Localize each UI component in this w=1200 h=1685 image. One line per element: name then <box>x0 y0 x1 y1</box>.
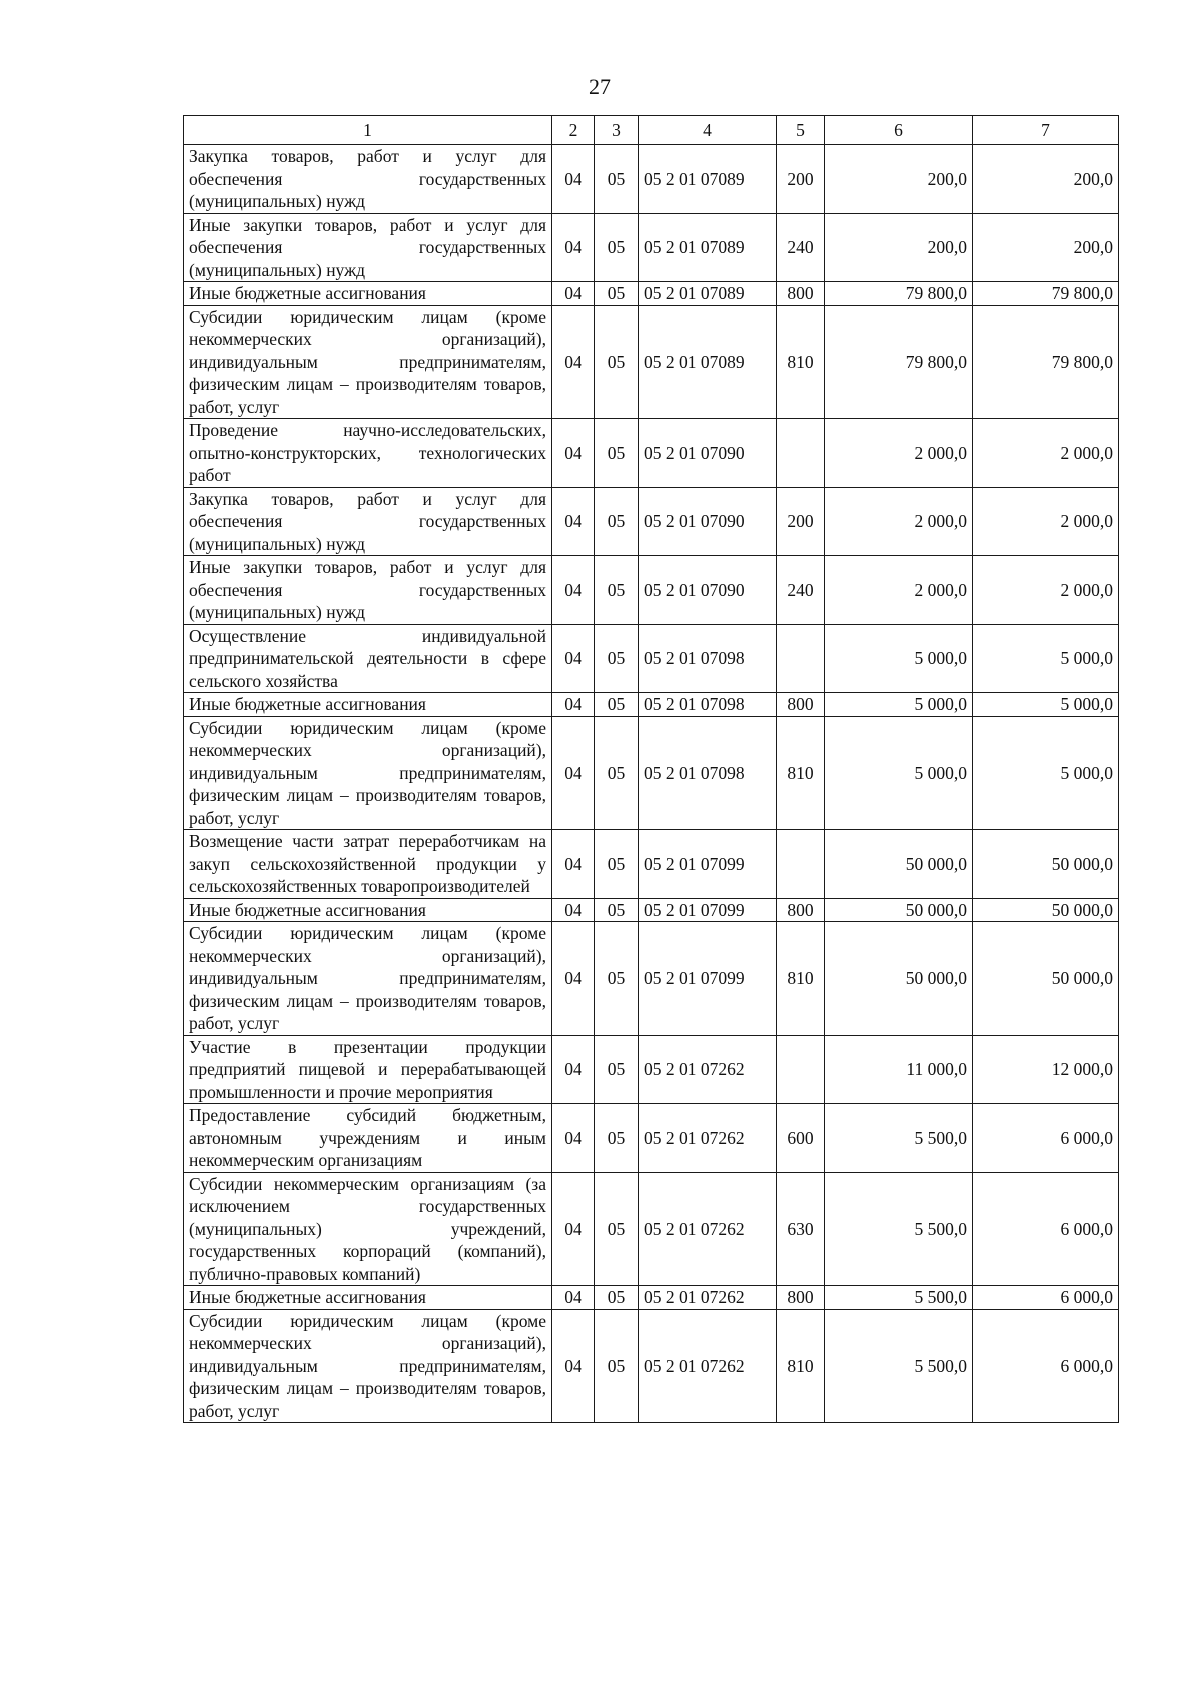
table-row <box>184 145 1119 214</box>
cell-target-code: 05 2 01 07090 <box>639 556 777 625</box>
cell-subsection: 05 <box>595 145 639 214</box>
cell-expense-type <box>777 1035 825 1104</box>
cell-target-code: 05 2 01 07089 <box>639 145 777 214</box>
cell-subsection: 05 <box>595 1172 639 1286</box>
table-row <box>184 305 1119 419</box>
cell-section: 04 <box>552 922 595 1036</box>
table-row <box>184 1286 1119 1310</box>
cell-section: 04 <box>552 1172 595 1286</box>
cell-target-code: 05 2 01 07089 <box>639 213 777 282</box>
cell-section: 04 <box>552 716 595 830</box>
cell-description: Иные закупки товаров, работ и услуг для обеспечения государственных (муниципальных) нужд <box>184 213 552 282</box>
table-header-row <box>184 116 1119 145</box>
cell-target-code: 05 2 01 07262 <box>639 1035 777 1104</box>
cell-target-code: 05 2 01 07099 <box>639 922 777 1036</box>
cell-description: Иные закупки товаров, работ и услуг для обеспечения государственных (муниципальных) нужд <box>184 556 552 625</box>
cell-amount-year-1: 200,0 <box>825 145 973 214</box>
cell-amount-year-1: 50 000,0 <box>825 830 973 899</box>
table-body <box>184 145 1119 1423</box>
cell-amount-year-1: 5 500,0 <box>825 1172 973 1286</box>
column-header-5: 5 <box>777 116 825 145</box>
cell-section: 04 <box>552 1286 595 1310</box>
page-number: 27 <box>589 74 611 99</box>
cell-subsection: 05 <box>595 305 639 419</box>
cell-amount-year-1: 200,0 <box>825 213 973 282</box>
cell-expense-type: 240 <box>777 556 825 625</box>
cell-expense-type: 800 <box>777 898 825 922</box>
cell-target-code: 05 2 01 07098 <box>639 716 777 830</box>
cell-subsection: 05 <box>595 624 639 693</box>
cell-section: 04 <box>552 693 595 717</box>
cell-description: Субсидии юридическим лицам (кроме некоммерческих организаций), индивидуальным предпринимателям, физическим лицам – производителям товаров, работ, услуг <box>184 716 552 830</box>
cell-amount-year-1: 79 800,0 <box>825 282 973 306</box>
cell-subsection: 05 <box>595 898 639 922</box>
cell-amount-year-2: 12 000,0 <box>973 1035 1119 1104</box>
cell-description: Иные бюджетные ассигнования <box>184 693 552 717</box>
cell-section: 04 <box>552 419 595 488</box>
cell-section: 04 <box>552 1309 595 1423</box>
cell-amount-year-1: 5 500,0 <box>825 1286 973 1310</box>
column-header-1: 1 <box>184 116 552 145</box>
cell-target-code: 05 2 01 07089 <box>639 282 777 306</box>
cell-amount-year-2: 200,0 <box>973 145 1119 214</box>
cell-target-code: 05 2 01 07090 <box>639 487 777 556</box>
column-header-2: 2 <box>552 116 595 145</box>
cell-subsection: 05 <box>595 282 639 306</box>
cell-amount-year-1: 5 000,0 <box>825 716 973 830</box>
cell-section: 04 <box>552 898 595 922</box>
cell-description: Осуществление индивидуальной предпринимательской деятельности в сфере сельского хозяйства <box>184 624 552 693</box>
cell-amount-year-2: 79 800,0 <box>973 282 1119 306</box>
cell-subsection: 05 <box>595 1286 639 1310</box>
budget-table <box>183 115 1119 1423</box>
cell-subsection: 05 <box>595 213 639 282</box>
cell-description: Иные бюджетные ассигнования <box>184 898 552 922</box>
cell-amount-year-2: 79 800,0 <box>973 305 1119 419</box>
cell-expense-type <box>777 830 825 899</box>
table-row <box>184 1104 1119 1173</box>
cell-expense-type: 630 <box>777 1172 825 1286</box>
table-row <box>184 624 1119 693</box>
cell-amount-year-2: 6 000,0 <box>973 1104 1119 1173</box>
cell-target-code: 05 2 01 07089 <box>639 305 777 419</box>
cell-description: Иные бюджетные ассигнования <box>184 1286 552 1310</box>
cell-subsection: 05 <box>595 487 639 556</box>
cell-description: Проведение научно-исследовательских, опытно-конструкторских, технологических работ <box>184 419 552 488</box>
cell-target-code: 05 2 01 07099 <box>639 830 777 899</box>
cell-target-code: 05 2 01 07099 <box>639 898 777 922</box>
cell-description: Иные бюджетные ассигнования <box>184 282 552 306</box>
cell-target-code: 05 2 01 07098 <box>639 693 777 717</box>
cell-description: Закупка товаров, работ и услуг для обеспечения государственных (муниципальных) нужд <box>184 487 552 556</box>
cell-expense-type: 200 <box>777 487 825 556</box>
cell-amount-year-2: 5 000,0 <box>973 693 1119 717</box>
table-row <box>184 1035 1119 1104</box>
cell-amount-year-1: 50 000,0 <box>825 922 973 1036</box>
cell-section: 04 <box>552 830 595 899</box>
cell-section: 04 <box>552 213 595 282</box>
cell-amount-year-1: 2 000,0 <box>825 556 973 625</box>
cell-section: 04 <box>552 282 595 306</box>
cell-amount-year-2: 5 000,0 <box>973 624 1119 693</box>
table-row <box>184 556 1119 625</box>
cell-amount-year-1: 2 000,0 <box>825 419 973 488</box>
cell-target-code: 05 2 01 07262 <box>639 1286 777 1310</box>
cell-subsection: 05 <box>595 716 639 830</box>
cell-target-code: 05 2 01 07090 <box>639 419 777 488</box>
cell-section: 04 <box>552 1104 595 1173</box>
column-header-4: 4 <box>639 116 777 145</box>
cell-subsection: 05 <box>595 1035 639 1104</box>
cell-amount-year-1: 5 000,0 <box>825 693 973 717</box>
cell-section: 04 <box>552 305 595 419</box>
cell-subsection: 05 <box>595 556 639 625</box>
cell-target-code: 05 2 01 07262 <box>639 1172 777 1286</box>
cell-description: Закупка товаров, работ и услуг для обеспечения государственных (муниципальных) нужд <box>184 145 552 214</box>
cell-amount-year-1: 50 000,0 <box>825 898 973 922</box>
cell-amount-year-2: 6 000,0 <box>973 1286 1119 1310</box>
cell-amount-year-1: 79 800,0 <box>825 305 973 419</box>
column-header-3: 3 <box>595 116 639 145</box>
cell-subsection: 05 <box>595 693 639 717</box>
table-row <box>184 282 1119 306</box>
cell-expense-type <box>777 419 825 488</box>
cell-target-code: 05 2 01 07262 <box>639 1309 777 1423</box>
cell-section: 04 <box>552 487 595 556</box>
cell-description: Субсидии юридическим лицам (кроме некоммерческих организаций), индивидуальным предпринимателям, физическим лицам – производителям товаров, работ, услуг <box>184 305 552 419</box>
cell-amount-year-2: 6 000,0 <box>973 1309 1119 1423</box>
cell-target-code: 05 2 01 07262 <box>639 1104 777 1173</box>
cell-expense-type: 240 <box>777 213 825 282</box>
cell-section: 04 <box>552 1035 595 1104</box>
table-row <box>184 716 1119 830</box>
table-row <box>184 1309 1119 1423</box>
cell-subsection: 05 <box>595 419 639 488</box>
table-row <box>184 1172 1119 1286</box>
table-row <box>184 487 1119 556</box>
table-row <box>184 922 1119 1036</box>
cell-target-code: 05 2 01 07098 <box>639 624 777 693</box>
cell-amount-year-2: 5 000,0 <box>973 716 1119 830</box>
cell-expense-type: 810 <box>777 716 825 830</box>
cell-amount-year-1: 2 000,0 <box>825 487 973 556</box>
cell-amount-year-2: 50 000,0 <box>973 830 1119 899</box>
table-row <box>184 898 1119 922</box>
cell-subsection: 05 <box>595 1104 639 1173</box>
column-header-7: 7 <box>973 116 1119 145</box>
cell-amount-year-1: 5 500,0 <box>825 1104 973 1173</box>
cell-expense-type: 200 <box>777 145 825 214</box>
table-row <box>184 830 1119 899</box>
cell-amount-year-2: 50 000,0 <box>973 898 1119 922</box>
cell-subsection: 05 <box>595 830 639 899</box>
cell-subsection: 05 <box>595 1309 639 1423</box>
cell-description: Субсидии юридическим лицам (кроме некоммерческих организаций), индивидуальным предпринимателям, физическим лицам – производителям товаров, работ, услуг <box>184 922 552 1036</box>
cell-description: Участие в презентации продукции предприятий пищевой и перерабатывающей промышленности и прочие мероприятия <box>184 1035 552 1104</box>
table-row <box>184 693 1119 717</box>
cell-amount-year-2: 2 000,0 <box>973 419 1119 488</box>
cell-amount-year-1: 5 500,0 <box>825 1309 973 1423</box>
cell-amount-year-1: 5 000,0 <box>825 624 973 693</box>
cell-amount-year-2: 2 000,0 <box>973 556 1119 625</box>
cell-description: Субсидии некоммерческим организациям (за исключением государственных (муниципальных) учреждений, государственных корпораций (компаний), публично-правовых компаний) <box>184 1172 552 1286</box>
cell-description: Возмещение части затрат переработчикам на закуп сельскохозяйственной продукции у сельскохозяйственных товаропроизводителей <box>184 830 552 899</box>
cell-amount-year-2: 50 000,0 <box>973 922 1119 1036</box>
cell-expense-type: 800 <box>777 1286 825 1310</box>
cell-expense-type: 800 <box>777 693 825 717</box>
cell-subsection: 05 <box>595 922 639 1036</box>
cell-amount-year-2: 6 000,0 <box>973 1172 1119 1286</box>
cell-expense-type: 600 <box>777 1104 825 1173</box>
table-row <box>184 213 1119 282</box>
cell-expense-type <box>777 624 825 693</box>
cell-section: 04 <box>552 556 595 625</box>
cell-description: Предоставление субсидий бюджетным, автономным учреждениям и иным некоммерческим организациям <box>184 1104 552 1173</box>
cell-amount-year-2: 2 000,0 <box>973 487 1119 556</box>
cell-amount-year-2: 200,0 <box>973 213 1119 282</box>
cell-section: 04 <box>552 145 595 214</box>
cell-expense-type: 810 <box>777 1309 825 1423</box>
cell-expense-type: 810 <box>777 922 825 1036</box>
cell-amount-year-1: 11 000,0 <box>825 1035 973 1104</box>
column-header-6: 6 <box>825 116 973 145</box>
cell-expense-type: 800 <box>777 282 825 306</box>
cell-section: 04 <box>552 624 595 693</box>
table-row <box>184 419 1119 488</box>
cell-description: Субсидии юридическим лицам (кроме некоммерческих организаций), индивидуальным предпринимателям, физическим лицам – производителям товаров, работ, услуг <box>184 1309 552 1423</box>
cell-expense-type: 810 <box>777 305 825 419</box>
